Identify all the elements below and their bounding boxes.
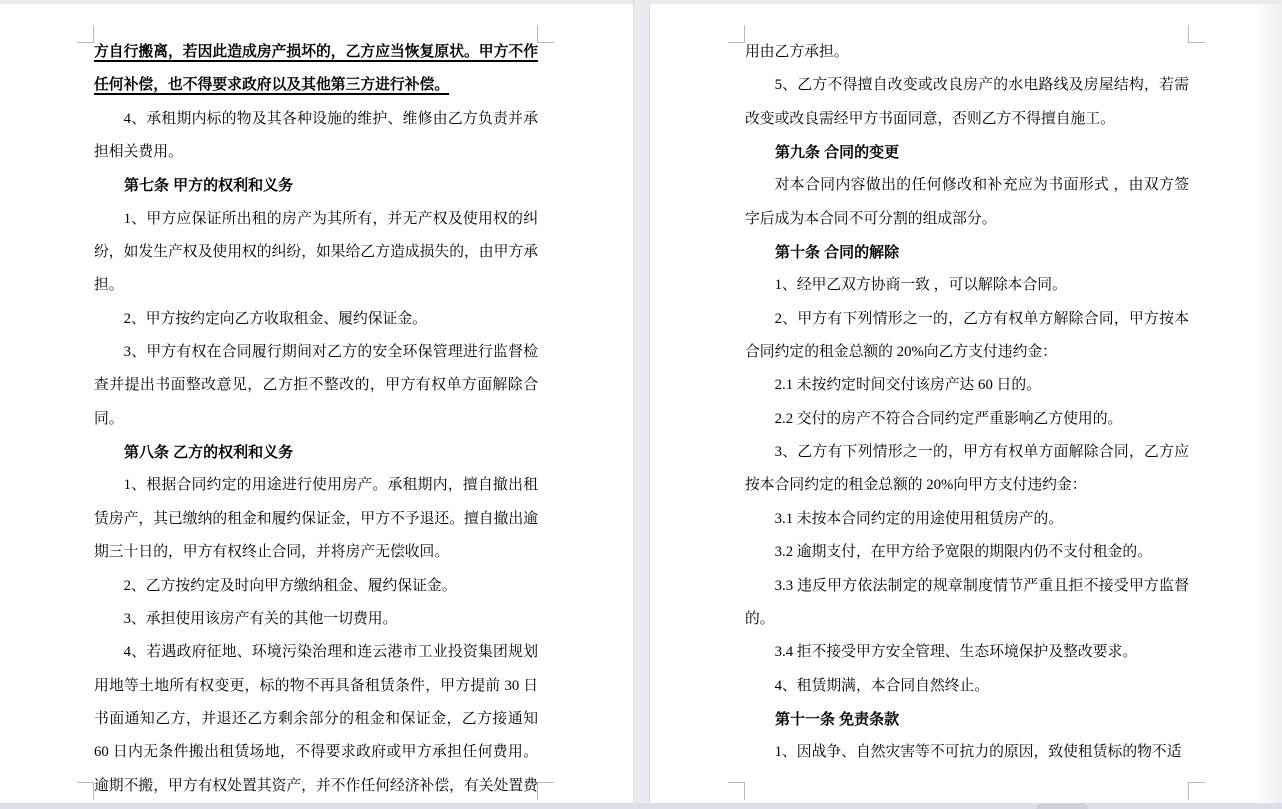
crop-mark-right-page-top-right <box>1188 25 1205 43</box>
paragraph[interactable]: 4、若遇政府征地、环境污染治理和连云港市工业投资集团规划用地等土地所有权变更，标的物不再具备租赁条件，甲方提前 30 日书面通知乙方，并退还乙方剩余部分的租金和保证金，乙方接通知 60 日内无条件搬出租赁场地，不得要求政府或甲方承担任何费用。逾期不搬，甲方有权处置其资产，并不作任何经济补偿，有关处置费 <box>94 644 538 794</box>
paragraph[interactable]: 4、承租期内标的物及其各种设施的维护、维修由乙方负责并承担相关费用。 <box>94 110 538 161</box>
page-edge-shadow <box>1254 4 1282 803</box>
paragraph[interactable]: 2.1 未按约定时间交付该房产达 60 日的。 <box>774 377 1041 394</box>
paragraph[interactable]: 2、乙方按约定及时向甲方缴纳租金、履约保证金。 <box>123 577 457 594</box>
page-right[interactable] <box>650 4 1282 803</box>
crop-mark-right-page-top-left <box>728 25 745 43</box>
paragraph[interactable]: 3、甲方有权在合同履行期间对乙方的安全环保管理进行监督检查并提出书面整改意见，乙方拒不整改的，甲方有权单方面解除合同。 <box>94 344 538 427</box>
paragraph[interactable]: 2.2 交付的房产不符合合同约定严重影响乙方使用的。 <box>774 410 1123 427</box>
section-heading[interactable]: 第九条 合同的变更 <box>775 144 900 162</box>
paragraph[interactable]: 1、因战争、自然灾害等不可抗力的原因，致使租赁标的物不适 <box>774 744 1182 761</box>
paragraph[interactable]: 1、根据合同约定的用途进行使用房产。承租期内，擅自撤出租赁房产，其已缴纳的租金和履约保证金，甲方不予退还。擅自撤出逾期三十日的，甲方有权终止合同，并将房产无偿收回。 <box>94 477 538 561</box>
crop-mark-left-page-bottom-left <box>77 782 94 800</box>
paragraph[interactable]: 3、乙方有下列情形之一的，甲方有权单方面解除合同，乙方应按本合同约定的租金总额的 20%向甲方支付违约金： <box>745 444 1189 494</box>
section-heading[interactable]: 第八条 乙方的权利和义务 <box>124 444 294 462</box>
paragraph[interactable]: 1、经甲乙双方协商一致 ，可以解除本合同。 <box>774 277 1067 294</box>
page-gap <box>633 0 650 803</box>
page-left[interactable] <box>0 4 633 803</box>
section-heading[interactable]: 第十条 合同的解除 <box>775 244 900 262</box>
crop-mark-left-page-top-left <box>77 25 94 43</box>
paragraph[interactable]: 3.3 违反甲方依法制定的规章制度情节严重且拒不接受甲方监督的。 <box>745 577 1189 627</box>
scroll-indicator-thumb[interactable] <box>1036 803 1088 809</box>
workspace-background-bottom <box>0 803 1282 809</box>
paragraph[interactable]: 3、承担使用该房产有关的其他一切费用。 <box>123 610 398 627</box>
crop-mark-right-page-bottom-right <box>1188 782 1205 800</box>
paragraph[interactable]: 2、甲方有下列情形之一的，乙方有权单方解除合同，甲方按本合同约定的租金总额的 20%向乙方支付违约金： <box>745 310 1189 361</box>
page-right-text-column <box>745 36 1189 770</box>
section-heading[interactable]: 第七条 甲方的权利和义务 <box>124 177 294 195</box>
paragraph[interactable]: 方自行搬离，若因此造成房产损坏的，乙方应当恢复原状。甲方不作任何补偿，也不得要求政府以及其他第三方进行补偿。 <box>94 44 538 94</box>
crop-mark-right-page-bottom-left <box>728 782 745 800</box>
paragraph[interactable]: 1、甲方应保证所出租的房产为其所有，并无产权及使用权的纠纷，如发生产权及使用权的纠纷，如果给乙方造成损失的，由甲方承担。 <box>94 210 538 294</box>
paragraph[interactable]: 对本合同内容做出的任何修改和补充应为书面形式 ，由双方签字后成为本合同不可分割的组成部分。 <box>745 177 1189 227</box>
paragraph[interactable]: 3.1 未按本合同约定的用途使用租赁房产的。 <box>774 510 1064 527</box>
crop-mark-left-page-bottom-right <box>537 782 554 800</box>
paragraph[interactable]: 3.2 逾期支付，在甲方给予宽限的期限内仍不支付租金的。 <box>774 544 1152 561</box>
paragraph[interactable]: 2、甲方按约定向乙方收取租金、履约保证金。 <box>123 310 427 327</box>
crop-mark-left-page-top-right <box>537 25 554 43</box>
paragraph[interactable]: 用由乙方承担。 <box>745 44 849 60</box>
page-left-text-column <box>94 36 538 803</box>
paragraph[interactable]: 4、租赁期满，本合同自然终止。 <box>774 677 990 694</box>
paragraph[interactable]: 3.4 拒不接受甲方安全管理、生态环境保护及整改要求。 <box>774 644 1138 661</box>
paragraph[interactable]: 5、乙方不得擅自改变或改良房产的水电路线及房屋结构，若需改变或改良需经甲方书面同意，否则乙方不得擅自施工。 <box>745 77 1189 127</box>
section-heading[interactable]: 第十一条 免责条款 <box>775 710 900 728</box>
